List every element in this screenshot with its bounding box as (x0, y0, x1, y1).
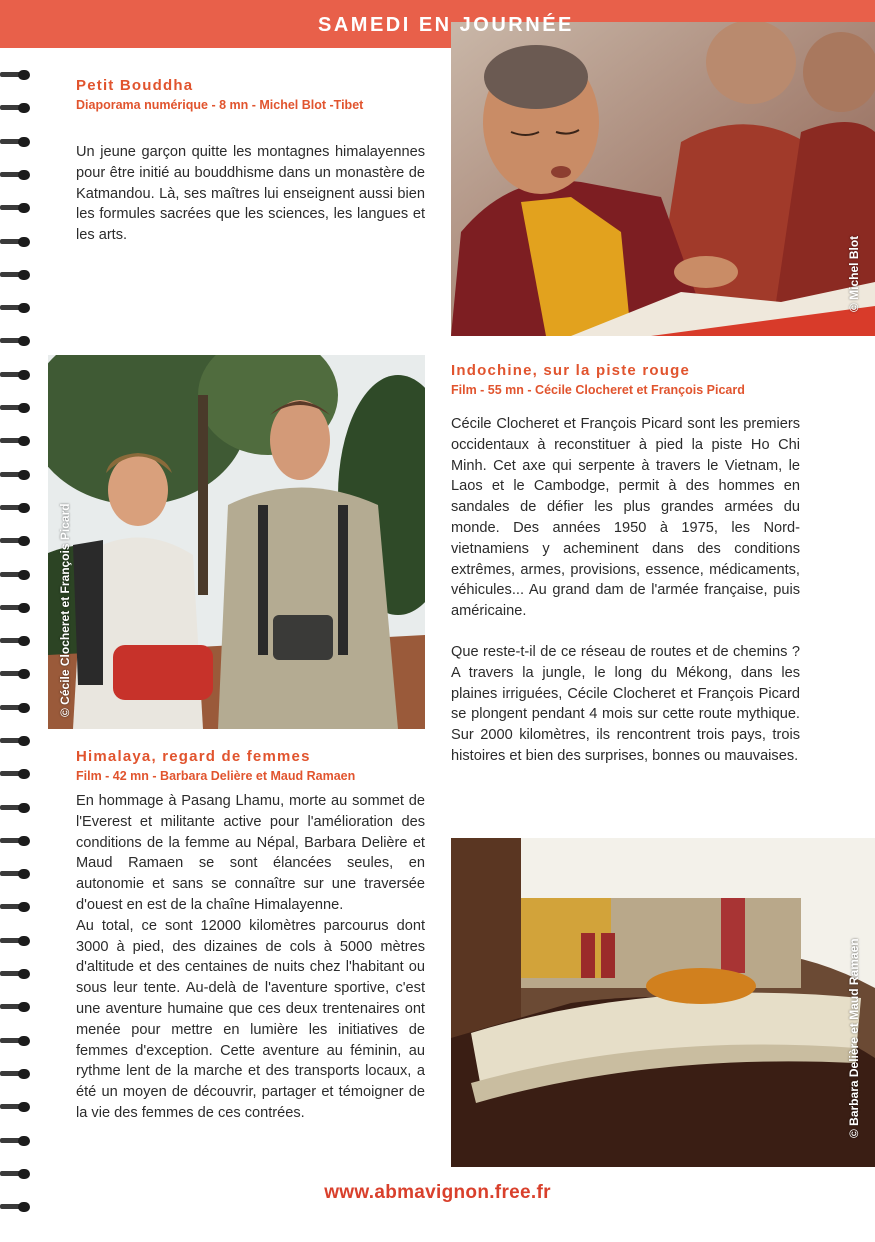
spiral-ring (0, 570, 32, 580)
spiral-ring (0, 503, 32, 513)
spiral-ring (0, 1036, 32, 1046)
spiral-ring (0, 203, 32, 213)
article-paragraph: Que reste-t-il de ce réseau de routes et de chemins ? A travers la jungle, le long du Mékong, dans les plaines irriguées, Cécile Clocheret et François Picard se plongent pendant 4 mois sur cette route mythique. Sur 2000 kilomètres, ils rencontrent trois pays, trois histoires et bien des surprises, bonnes ou mauvaises. (451, 643, 800, 764)
article-title: Himalaya, regard de femmes (76, 748, 311, 765)
spiral-ring (0, 936, 32, 946)
spiral-ring (0, 170, 32, 180)
page-title: SAMEDI EN JOURNÉE (318, 14, 574, 36)
spiral-ring (0, 969, 32, 979)
spiral-ring (0, 336, 32, 346)
spiral-ring (0, 470, 32, 480)
spiral-ring (0, 636, 32, 646)
article-paragraph: Cécile Clocheret et François Picard sont les premiers occidentaux à reconstituer à pied la piste Ho Chi Minh. Cet axe qui serpente à travers le Vietnam, le Laos et le Cambodge, permit à des hommes en sandales de défier les plus grandes armées du monde. Des années 1950 à 1975, les Nord-vietnamiens y acheminent dans des conditions extrêmes, armes, provisions, essence, médicaments, véhicules... Au grand dam de l'armée française, puis américaine. (451, 416, 800, 620)
article-himalaya (76, 748, 425, 1124)
spiral-ring (0, 769, 32, 779)
spiral-ring (0, 902, 32, 912)
spiral-ring (0, 536, 32, 546)
spiral-ring (0, 736, 32, 746)
spiral-ring (0, 403, 32, 413)
article-petit-bouddha (76, 77, 425, 246)
spiral-ring (0, 836, 32, 846)
spiral-ring (0, 1136, 32, 1146)
spiral-ring (0, 303, 32, 313)
photo-credit: © Michel Blot (847, 235, 861, 312)
article-paragraph: Au total, ce sont 12000 kilomètres parcourus dont 3000 à pied, des dizaines de cols à 5000 mètres d'altitude et des centaines de nuits chez l'habitant ou sous leur tente. Au-delà de l'aventure sportive, c'est une aventure humaine que ces deux trentenaires ont menée pour mettre en lumière les initiatives de femmes d'exception. Cette aventure au féminin, au rythme lent de la marche et des transports locaux, a été un moyen de découvrir, partager et témoigner de la vie des femmes de ces contrées. (76, 917, 425, 1121)
article-title: Indochine, sur la piste rouge (451, 362, 690, 379)
article-paragraph: En hommage à Pasang Lhamu, morte au sommet de l'Everest et militante active pour l'amélioration des conditions de la femme au Népal, Barbara Delière et Maud Ramaen se sont élancées seules, en autonomie et sans se connaître sur une traversée d'ouest en est de la chaîne Himalayenne. (76, 793, 425, 913)
spiral-ring (0, 436, 32, 446)
photo-credit: © Barbara Delière et Maud Ramaen (847, 938, 861, 1138)
article-subtitle: Film - 42 mn - Barbara Delière et Maud Ramaen (76, 769, 356, 783)
footer-url[interactable]: www.abmavignon.free.fr (324, 1182, 551, 1203)
spiral-ring (0, 270, 32, 280)
spiral-binding (0, 60, 40, 1242)
spiral-ring (0, 70, 32, 80)
spiral-ring (0, 103, 32, 113)
spiral-ring (0, 137, 32, 147)
article-subtitle: Film - 55 mn - Cécile Clocheret et François Picard (451, 383, 745, 397)
article-title: Petit Bouddha (76, 77, 194, 94)
spiral-ring (0, 803, 32, 813)
article-subtitle: Diaporama numérique - 8 mn - Michel Blot -Tibet (76, 98, 364, 112)
article-paragraph: Un jeune garçon quitte les montagnes himalayennes pour être initié au bouddhisme dans un monastère de Katmandou. Là, ses maîtres lui enseignent aussi bien les formules sacrées que les sciences, les langues et les arts. (76, 144, 425, 244)
monastery-photo (451, 838, 875, 1167)
spiral-ring (0, 603, 32, 613)
article-indochine (451, 362, 800, 767)
spiral-ring (0, 1069, 32, 1079)
hikers-photo (48, 355, 425, 729)
spiral-ring (0, 703, 32, 713)
spiral-ring (0, 370, 32, 380)
spiral-ring (0, 1169, 32, 1179)
spiral-ring (0, 1102, 32, 1112)
spiral-ring (0, 669, 32, 679)
photo-credit: © Cécile Clocheret et François Picard (58, 503, 72, 717)
spiral-ring (0, 237, 32, 247)
monk-photo (451, 22, 875, 336)
spiral-ring (0, 869, 32, 879)
spiral-ring (0, 1002, 32, 1012)
